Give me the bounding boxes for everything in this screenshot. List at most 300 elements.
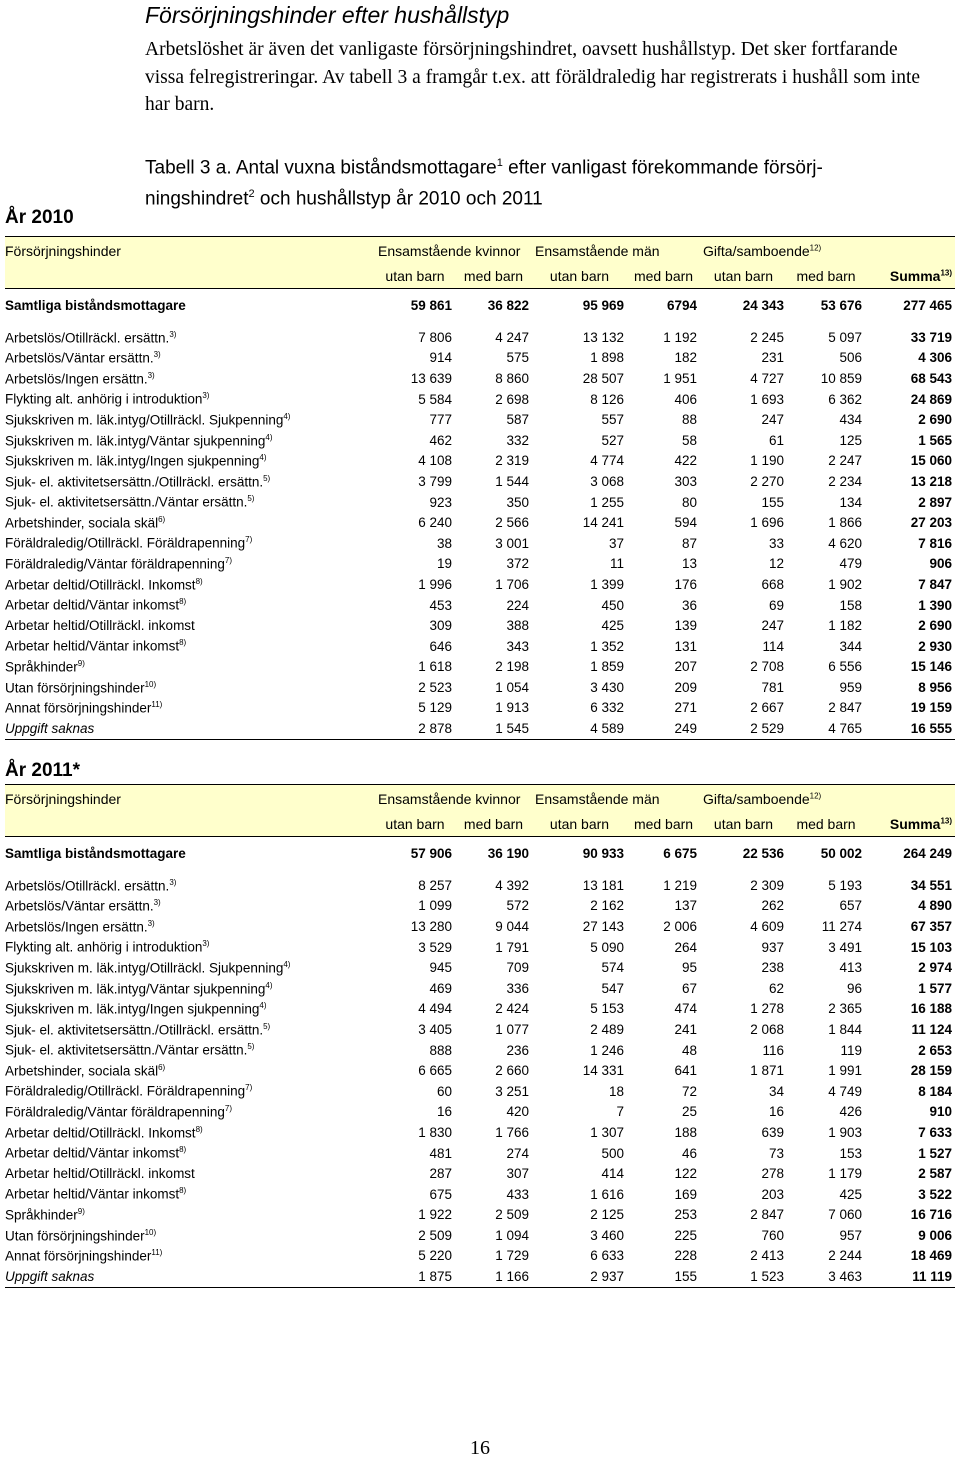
table-cell: 3 405 — [418, 1021, 452, 1037]
table-cell: 3 460 — [590, 1227, 625, 1243]
table-cell: 506 — [839, 350, 863, 366]
table-cell: 87 — [681, 535, 698, 551]
table-cell: 6 665 — [418, 1063, 452, 1079]
column-header-label: Försörjningshinder — [5, 237, 375, 265]
table-cell: 2 270 — [750, 473, 785, 489]
year-title-2011: År 2011* — [5, 760, 81, 781]
table-cell: 114 — [762, 638, 785, 654]
table-cell: 2 489 — [590, 1021, 625, 1037]
row-label-text: Arbetar heltid/Otillräckl. inkomst — [5, 618, 195, 634]
table-cell: 668 — [761, 576, 785, 592]
total-cell: 95 969 — [582, 297, 625, 313]
row-label — [5, 677, 375, 698]
row-sum-cell: 4 306 — [918, 350, 953, 366]
row-label — [5, 1266, 375, 1287]
table-cell: 3 430 — [590, 679, 625, 695]
table-row — [5, 1246, 955, 1267]
row-label — [5, 957, 375, 978]
row-label — [5, 718, 375, 739]
table-cell: 125 — [839, 432, 863, 448]
table-cell: 1 179 — [828, 1166, 863, 1182]
row-sum-cell: 9 006 — [918, 1227, 953, 1243]
total-cell: 57 906 — [410, 845, 452, 861]
row-label-text: Annat försörjningshinder — [5, 1248, 152, 1264]
table-row — [5, 471, 955, 492]
row-label — [5, 512, 375, 533]
row-label-text: Arbetslös/Otillräckl. ersättn. — [5, 330, 170, 346]
table-cell: 119 — [840, 1042, 863, 1058]
row-label-text: Föräldraledig/Otillräckl. Föräldrapenning — [5, 1083, 246, 1099]
table-row — [5, 1184, 955, 1205]
row-label-text: Sjukskriven m. läk.intyg/Otillräckl. Sjukpenning — [5, 960, 284, 976]
row-label — [5, 554, 375, 575]
row-sum-cell: 11 119 — [865, 1266, 955, 1287]
row-sum-cell: 1 390 — [918, 597, 953, 613]
table-cell: 6 556 — [828, 659, 863, 675]
table-row — [5, 512, 955, 533]
column-header-with-children: med barn — [787, 264, 865, 289]
table-row — [5, 957, 955, 978]
table-cell: 4 108 — [418, 453, 452, 469]
table-cell: 453 — [429, 597, 452, 613]
section-heading: Försörjningshinder efter hushållstyp — [145, 2, 510, 28]
footnote-marker: 3) — [169, 329, 177, 339]
table-cell: 575 — [506, 350, 530, 366]
table-cell: 33 — [768, 535, 785, 551]
row-label — [5, 1184, 375, 1205]
row-label-text: Arbetslös/Väntar ersättn. — [5, 898, 154, 914]
total-cell: 6794 — [666, 297, 698, 313]
table-cell: 1 166 — [455, 1266, 532, 1287]
table-row — [5, 533, 955, 554]
row-label-text: Föräldraledig/Väntar föräldrapenning — [5, 556, 225, 572]
table-cell: 241 — [674, 1021, 698, 1037]
footnote-marker: 7) — [224, 556, 233, 566]
table-cell: 61 — [768, 432, 785, 448]
table-cell: 207 — [674, 659, 698, 675]
table-cell: 2 247 — [828, 453, 863, 469]
total-cell: 36 190 — [487, 845, 530, 861]
table-cell: 1 094 — [495, 1227, 530, 1243]
row-label — [5, 1019, 375, 1040]
table-cell: 527 — [601, 432, 625, 448]
row-sum-cell: 13 218 — [910, 473, 953, 489]
column-header-with-children: med barn — [455, 812, 532, 837]
column-header-summa — [865, 812, 955, 837]
row-label-text: Arbetslös/Ingen ersättn. — [5, 371, 148, 387]
total-cell: 24 343 — [742, 297, 785, 313]
row-label — [5, 978, 375, 999]
table-cell: 1 099 — [418, 898, 452, 914]
table-cell: 1 830 — [418, 1124, 452, 1140]
table-cell: 2 068 — [750, 1021, 785, 1037]
row-sum-cell: 1 565 — [918, 432, 953, 448]
row-label — [5, 999, 375, 1020]
table-cell: 1 871 — [750, 1063, 785, 1079]
row-label-text: Sjuk- el. aktivitetsersättn./Väntar ersättn. — [5, 1042, 248, 1058]
total-row — [5, 837, 955, 870]
table-cell: 2 245 — [750, 329, 785, 345]
table-cell: 1 278 — [750, 1001, 785, 1017]
footnote-marker: 4) — [259, 453, 267, 463]
column-header-with-children: med barn — [627, 264, 700, 289]
footnote-marker: 5) — [263, 473, 271, 483]
table-cell: 594 — [674, 515, 698, 531]
row-sum-cell: 15 103 — [910, 939, 953, 955]
footnote-marker: 8) — [179, 1186, 187, 1196]
table-cell: 247 — [761, 618, 785, 634]
footnote-marker: 13) — [940, 816, 953, 826]
table-row — [5, 451, 955, 472]
table-cell: 13 181 — [582, 877, 625, 893]
column-group-men: Ensamstående män — [532, 237, 700, 265]
table-cell: 16 — [436, 1104, 452, 1120]
column-header-with-children: med barn — [627, 812, 700, 837]
footnote-marker: 8) — [195, 1124, 203, 1134]
total-cell: 90 933 — [582, 845, 625, 861]
table-cell: 888 — [429, 1042, 452, 1058]
row-label — [5, 492, 375, 513]
table-cell: 72 — [681, 1083, 698, 1099]
table-row — [5, 937, 955, 958]
table-cell: 462 — [429, 432, 452, 448]
table-cell: 2 365 — [828, 1001, 863, 1017]
table-cell: 2 847 — [828, 700, 863, 716]
table-cell: 122 — [674, 1166, 698, 1182]
row-sum-cell: 16 555 — [865, 718, 955, 739]
footnote-marker: 12) — [809, 790, 822, 800]
table-cell: 11 — [610, 556, 625, 572]
row-sum-cell: 7 633 — [918, 1124, 953, 1140]
table-cell: 6 362 — [828, 391, 863, 407]
table-cell: 469 — [429, 980, 452, 996]
row-sum-cell: 2 690 — [918, 618, 953, 634]
footnote-marker: 3) — [169, 877, 177, 887]
row-label-text: Arbetslös/Ingen ersättn. — [5, 919, 148, 935]
table-cell: 4 620 — [828, 535, 863, 551]
table-row — [5, 1122, 955, 1143]
footnote-marker: 5) — [263, 1021, 271, 1031]
footnote-marker: 13) — [940, 268, 953, 278]
row-sum-cell: 67 357 — [910, 918, 953, 934]
table-cell: 557 — [601, 412, 625, 428]
row-label — [5, 451, 375, 472]
footnote-marker: 4) — [259, 1001, 267, 1011]
table-cell: 1 696 — [750, 515, 785, 531]
table-cell: 2 667 — [750, 700, 785, 716]
total-cell: 36 822 — [487, 297, 530, 313]
table-cell: 2 413 — [750, 1248, 785, 1264]
table-cell: 5 153 — [590, 1001, 625, 1017]
table-cell: 343 — [506, 638, 530, 654]
header-row-groups — [5, 785, 955, 813]
row-label — [5, 896, 375, 917]
table-cell: 500 — [601, 1145, 625, 1161]
table-cell: 228 — [674, 1248, 698, 1264]
table-cell: 13 — [681, 556, 698, 572]
header-row-subcolumns — [5, 264, 955, 289]
table-cell: 13 280 — [410, 918, 452, 934]
footnote-marker: 9) — [77, 1207, 85, 1217]
table-cell: 2 234 — [828, 473, 863, 489]
table-cell: 2 660 — [495, 1063, 530, 1079]
table-cell: 155 — [761, 494, 785, 510]
table-cell: 923 — [429, 494, 452, 510]
table-cell: 574 — [601, 960, 625, 976]
footnote-marker: 12) — [809, 242, 822, 252]
table-cell: 1 352 — [590, 638, 625, 654]
table-cell: 307 — [506, 1166, 530, 1182]
footnote-marker: 5) — [247, 494, 255, 504]
footnote-marker: 6) — [158, 1062, 166, 1072]
table-cell: 38 — [436, 535, 452, 551]
row-sum-cell: 11 124 — [911, 1021, 953, 1037]
row-label-text: Sjukskriven m. läk.intyg/Ingen sjukpenning — [5, 453, 260, 469]
table-cell: 1 219 — [663, 877, 698, 893]
table-cell: 137 — [674, 898, 698, 914]
table-cell: 406 — [674, 391, 698, 407]
table-cell: 1 706 — [495, 576, 530, 592]
table-cell: 1 077 — [495, 1021, 530, 1037]
table-cell: 7 060 — [828, 1207, 863, 1223]
table-cell: 14 241 — [582, 515, 625, 531]
column-header-empty — [865, 237, 955, 265]
footnote-marker: 3) — [147, 918, 155, 928]
table-cell: 96 — [846, 980, 863, 996]
table-cell: 236 — [506, 1042, 530, 1058]
row-label — [5, 348, 375, 369]
header-row-subcolumns — [5, 812, 955, 837]
table-row — [5, 574, 955, 595]
table-cell: 271 — [674, 700, 698, 716]
table-cell: 203 — [761, 1186, 785, 1202]
row-label-text: Arbetar deltid/Otillräckl. Inkomst — [5, 577, 196, 593]
table-cell: 1 766 — [495, 1124, 530, 1140]
table-cell: 2 698 — [495, 391, 530, 407]
table-cell: 1 922 — [418, 1207, 452, 1223]
row-label — [5, 657, 375, 678]
row-label-text: Sjuk- el. aktivitetsersättn./Otillräckl. ersättn. — [5, 1022, 264, 1038]
row-label — [5, 368, 375, 389]
row-sum-cell: 18 469 — [910, 1248, 953, 1264]
table-cell: 2 198 — [495, 659, 530, 675]
column-header-summa-label: Summa — [889, 268, 941, 284]
row-label — [5, 636, 375, 657]
table-cell: 434 — [839, 412, 863, 428]
column-group-women: Ensamstående kvinnor — [375, 237, 532, 265]
table-cell: 2 319 — [495, 453, 530, 469]
table-cell: 646 — [429, 638, 452, 654]
table-row — [5, 327, 955, 348]
table-cell: 25 — [681, 1104, 698, 1120]
footnote-marker: 5) — [247, 1042, 255, 1052]
footnote-marker: 11) — [151, 700, 163, 710]
table-cell: 247 — [761, 412, 785, 428]
table-cell: 182 — [674, 350, 698, 366]
table-cell: 16 — [768, 1104, 785, 1120]
table-cell: 67 — [681, 980, 698, 996]
table-cell: 350 — [506, 494, 530, 510]
table-cell: 4 765 — [787, 718, 865, 739]
total-cell: 22 536 — [742, 845, 785, 861]
row-label — [5, 615, 375, 636]
table-cell: 3 463 — [787, 1266, 865, 1287]
column-group-men: Ensamstående män — [532, 785, 700, 813]
table-cell: 1 190 — [750, 453, 785, 469]
table-cell: 959 — [839, 679, 863, 695]
table-cell: 8 257 — [418, 877, 452, 893]
table-cell: 1 523 — [700, 1266, 787, 1287]
row-label — [5, 533, 375, 554]
row-label-text: Arbetar deltid/Väntar inkomst — [5, 1145, 180, 1161]
table-cell: 7 806 — [418, 329, 452, 345]
table-cell: 224 — [506, 597, 530, 613]
row-label — [5, 937, 375, 958]
table-cell: 88 — [681, 412, 698, 428]
table-cell: 153 — [839, 1145, 863, 1161]
table-row — [5, 1266, 955, 1287]
table-cell: 8 860 — [495, 370, 530, 386]
table-cell: 7 — [616, 1104, 625, 1120]
table-cell: 6 240 — [418, 515, 452, 531]
table-cell: 155 — [627, 1266, 700, 1287]
row-sum-cell: 1 527 — [918, 1145, 953, 1161]
row-label — [5, 327, 375, 348]
row-sum-cell: 16 188 — [910, 1001, 953, 1017]
table-cell: 5 129 — [418, 700, 452, 716]
intro-paragraph: Arbetslöshet är även det vanligaste försörjningshindret, oavsett hushållstyp. Det sker fortfarande vissa felregistreringar. Av tabell 3 a framgår t.ex. att föräldraledig har registrerats i hushåll som inte har barn. — [145, 39, 921, 115]
table-cell: 176 — [674, 576, 698, 592]
column-header-label: Försörjningshinder — [5, 785, 375, 813]
table-cell: 945 — [429, 960, 452, 976]
row-label — [5, 916, 375, 937]
table-cell: 344 — [839, 638, 863, 654]
table-cell: 37 — [608, 535, 625, 551]
table-cell: 46 — [681, 1145, 698, 1161]
row-sum-cell: 2 897 — [918, 494, 953, 510]
table-row — [5, 554, 955, 575]
row-label — [5, 389, 375, 410]
table-cell: 781 — [761, 679, 785, 695]
table-row — [5, 657, 955, 678]
table-cell: 19 — [436, 556, 452, 572]
row-label-text: Föräldraledig/Väntar föräldrapenning — [5, 1104, 225, 1120]
footnote-marker: 3) — [202, 939, 210, 949]
table-cell: 2 125 — [590, 1207, 625, 1223]
footnote-marker: 4) — [265, 432, 273, 442]
table-cell: 28 507 — [582, 370, 625, 386]
row-label-text: Uppgift saknas — [5, 1269, 95, 1285]
table-cell: 4 774 — [590, 453, 625, 469]
table-cell: 36 — [681, 597, 698, 613]
table-cell: 2 309 — [750, 877, 785, 893]
row-label-text: Arbetar deltid/Otillräckl. Inkomst — [5, 1125, 196, 1141]
table-row — [5, 896, 955, 917]
table-cell: 587 — [506, 412, 530, 428]
table-cell: 12 — [768, 556, 785, 572]
footnote-marker: 6) — [158, 514, 166, 524]
footnote-marker: 11) — [151, 1248, 163, 1258]
column-group-women: Ensamstående kvinnor — [375, 785, 532, 813]
table-cell: 425 — [601, 618, 625, 634]
table-cell: 1 616 — [590, 1186, 625, 1202]
table-cell: 188 — [674, 1124, 698, 1140]
footnote-marker: 8) — [179, 597, 187, 607]
footnote-marker: 8) — [179, 1145, 187, 1155]
table-row — [5, 1081, 955, 1102]
row-label-text: Sjukskriven m. läk.intyg/Väntar sjukpenning — [5, 433, 266, 449]
table-cell: 2 006 — [663, 918, 698, 934]
table-cell: 1 545 — [455, 718, 532, 739]
table-row — [5, 1019, 955, 1040]
table-cell: 2 523 — [418, 679, 452, 695]
row-label — [5, 1081, 375, 1102]
table-cell: 95 — [681, 960, 698, 976]
row-label-text: Utan försörjningshinder — [5, 1228, 145, 1244]
table-cell: 2 509 — [418, 1227, 452, 1243]
row-label — [5, 1205, 375, 1226]
table-cell: 336 — [506, 980, 530, 996]
footnote-marker: 3) — [202, 391, 210, 401]
row-sum-cell: 2 974 — [918, 960, 953, 976]
table-row — [5, 595, 955, 616]
table-cell: 158 — [839, 597, 863, 613]
row-label — [5, 430, 375, 451]
column-header-without-children: utan barn — [700, 264, 787, 289]
row-label-text: Arbetslös/Otillräckl. ersättn. — [5, 878, 170, 894]
table-cell: 303 — [674, 473, 698, 489]
table-cell: 2 529 — [700, 718, 787, 739]
footnote-marker: 7) — [224, 1104, 233, 1114]
table-row — [5, 1102, 955, 1123]
column-header-empty — [5, 264, 375, 289]
total-row-label: Samtliga biståndsmottagare — [5, 845, 186, 861]
table-cell: 5 193 — [828, 877, 863, 893]
row-label-text: Arbetar heltid/Väntar inkomst — [5, 1186, 180, 1202]
table-cell: 957 — [839, 1227, 863, 1243]
table-2011 — [5, 784, 955, 1288]
column-header-summa — [865, 264, 955, 289]
table-cell: 5 097 — [828, 329, 863, 345]
table-cell: 2 878 — [375, 718, 455, 739]
table-cell: 73 — [768, 1145, 785, 1161]
table-cell: 433 — [506, 1186, 530, 1202]
row-label — [5, 1060, 375, 1081]
row-label-text: Arbetslös/Väntar ersättn. — [5, 350, 154, 366]
table-row — [5, 916, 955, 937]
total-cell: 277 465 — [903, 297, 953, 313]
table-cell: 2 244 — [828, 1248, 863, 1264]
row-label-text: Annat försörjningshinder — [5, 700, 152, 716]
table-cell: 1 996 — [418, 576, 452, 592]
header-row-groups — [5, 237, 955, 265]
table-cell: 1 729 — [495, 1248, 530, 1264]
table-cell: 1 255 — [590, 494, 625, 510]
table-cell: 2 162 — [590, 898, 625, 914]
row-label — [5, 1102, 375, 1123]
row-sum-cell: 8 956 — [918, 679, 953, 695]
row-sum-cell: 3 522 — [918, 1186, 953, 1202]
table-row — [5, 409, 955, 430]
table-row — [5, 1143, 955, 1164]
table-cell: 13 132 — [582, 329, 625, 345]
row-label — [5, 574, 375, 595]
row-sum-cell: 4 890 — [918, 898, 953, 914]
table-cell: 1 192 — [663, 329, 698, 345]
table-cell: 388 — [506, 618, 530, 634]
row-label-text: Flykting alt. anhörig i introduktion — [5, 391, 203, 407]
footnote-marker: 3) — [153, 898, 161, 908]
